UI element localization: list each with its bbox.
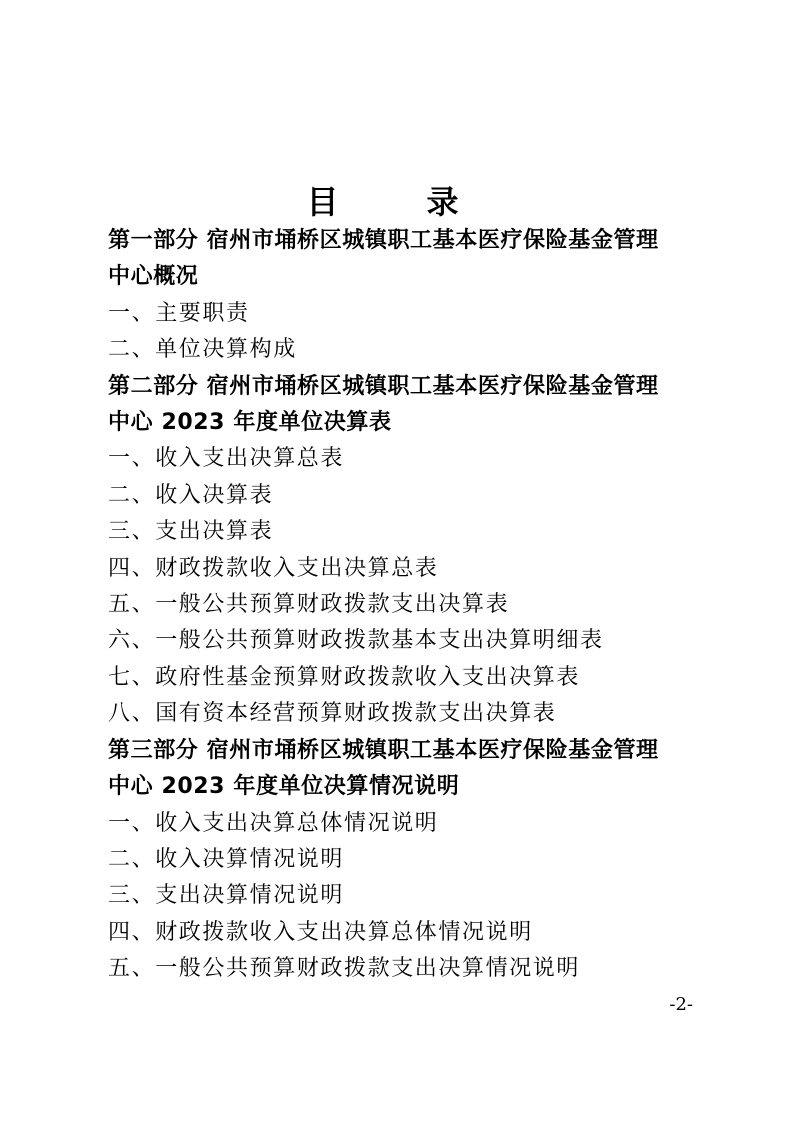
toc-entry-overall-explanation: 一、收入支出决算总体情况说明 <box>108 810 439 836</box>
toc-part-3-heading-line-1: 第三部分 宿州市埇桥区城镇职工基本医疗保险基金管理 <box>108 737 659 763</box>
page-number: -2- <box>669 994 693 1015</box>
toc-entry-income-table: 二、收入决算表 <box>108 482 274 508</box>
table-of-contents <box>108 223 708 988</box>
toc-entry-expenditure-explanation: 三、支出决算情况说明 <box>108 883 345 909</box>
toc-part-2-heading-line-1: 第二部分 宿州市埇桥区城镇职工基本医疗保险基金管理 <box>108 373 659 399</box>
toc-part-3-heading-line-2: 中心 2023 年度单位决算情况说明 <box>108 774 460 800</box>
toc-entry-general-budget-basic-detail: 六、一般公共预算财政拨款基本支出决算明细表 <box>108 628 604 654</box>
toc-entry-income-expenditure-summary: 一、收入支出决算总表 <box>108 446 345 472</box>
toc-entry-fiscal-allocation-explanation: 四、财政拨款收入支出决算总体情况说明 <box>108 919 533 945</box>
toc-entry-government-fund-budget: 七、政府性基金预算财政拨款收入支出决算表 <box>108 664 581 690</box>
toc-entry-income-explanation: 二、收入决算情况说明 <box>108 846 345 872</box>
toc-entry-expenditure-table: 三、支出决算表 <box>108 519 274 545</box>
toc-part-1-heading-line-1: 第一部分 宿州市埇桥区城镇职工基本医疗保险基金管理 <box>108 228 659 253</box>
toc-title: 目 录 <box>306 183 487 221</box>
toc-entry-main-duties: 一、主要职责 <box>108 300 250 326</box>
toc-entry-fiscal-allocation-summary: 四、财政拨款收入支出决算总表 <box>108 555 439 581</box>
toc-entry-unit-composition: 二、单位决算构成 <box>108 337 297 363</box>
toc-entry-state-capital-budget: 八、国有资本经营预算财政拨款支出决算表 <box>108 701 557 727</box>
toc-entry-general-budget-explanation: 五、一般公共预算财政拨款支出决算情况说明 <box>108 956 581 982</box>
toc-part-2-heading-line-2: 中心 2023 年度单位决算表 <box>108 410 392 436</box>
toc-entry-general-budget-expenditure: 五、一般公共预算财政拨款支出决算表 <box>108 592 510 618</box>
toc-part-1-heading-line-2: 中心概况 <box>108 264 199 290</box>
